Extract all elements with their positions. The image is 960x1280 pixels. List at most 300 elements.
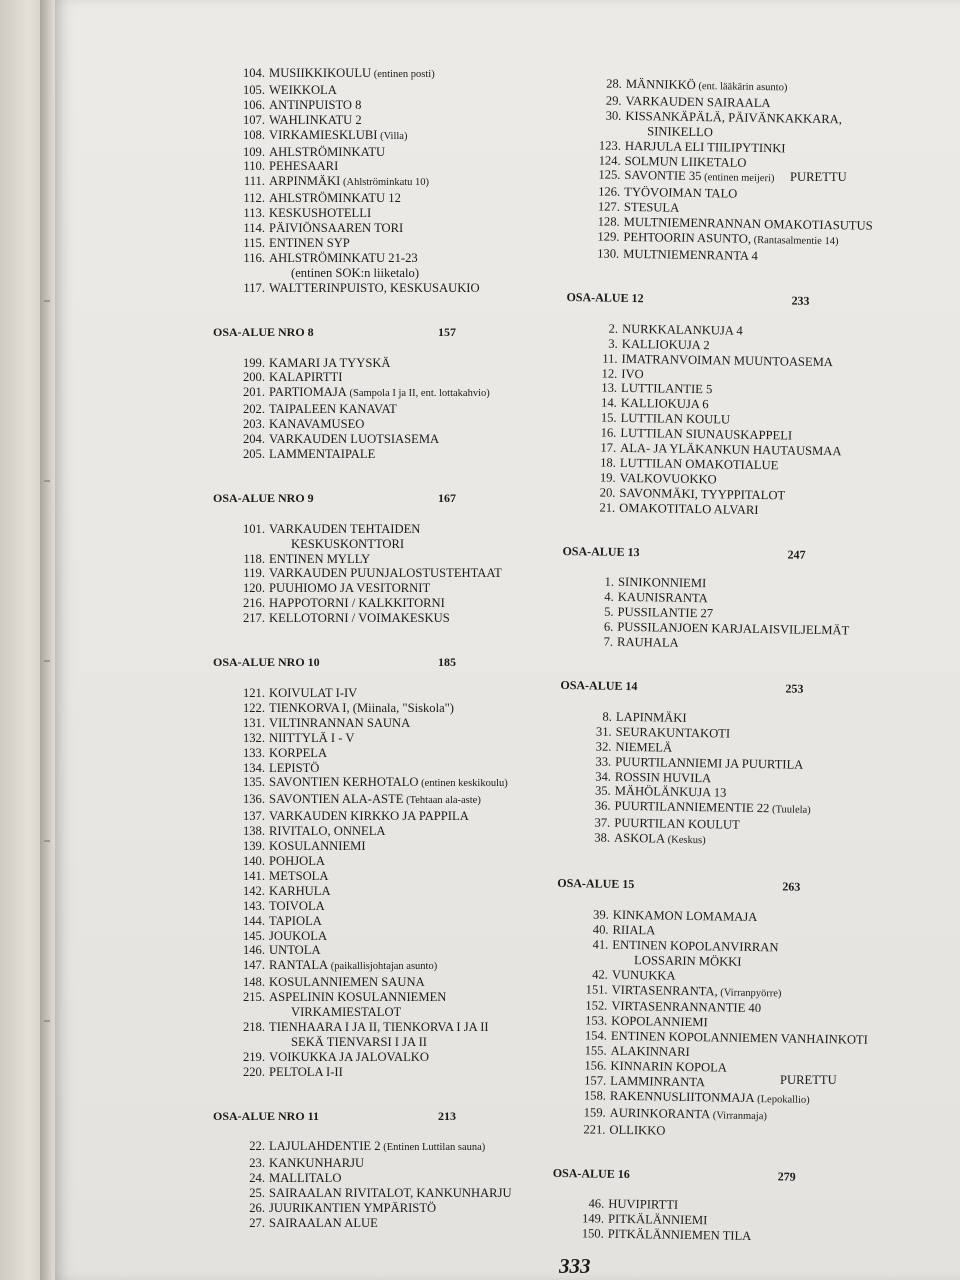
- entry-name: [269, 943, 321, 958]
- entry-name: [269, 206, 371, 221]
- entry-title: MULTNIEMENRANTA 4: [623, 246, 758, 263]
- index-entry: [213, 251, 543, 266]
- entry-title: KISSANKÄPÄLÄ, PÄIVÄNKAKKARA,: [625, 108, 843, 127]
- entry-title: KALAPIRTTI: [269, 370, 343, 385]
- entry-title: SINIKONNIEMI: [617, 575, 707, 591]
- entry-title: VARKAUDEN TEHTAIDEN: [269, 521, 421, 536]
- entry-name: [617, 605, 713, 621]
- entry-name: [269, 990, 446, 1005]
- entry-name: [269, 552, 370, 567]
- entry-number: 152.: [585, 998, 608, 1014]
- entry-number: 41.: [592, 937, 609, 952]
- stitch-mark: [44, 660, 50, 662]
- heading-spacer: [213, 506, 543, 522]
- entry-title: ENTINEN KOPOLANNIEMEN VANHAINKOTI: [610, 1028, 868, 1048]
- entry-number: 129.: [597, 229, 620, 244]
- entry-name: [610, 1074, 705, 1090]
- entry-number: 42.: [592, 967, 609, 982]
- entry-title: VIRTASENRANTA,: [611, 982, 718, 998]
- entry-name: [269, 686, 357, 701]
- index-entry: [213, 854, 543, 869]
- entry-number: 39.: [592, 907, 609, 922]
- entry-title: WEIKKOLA: [269, 82, 337, 97]
- index-entry: [213, 447, 543, 462]
- entry-title: SAIRAALAN ALUE: [269, 1216, 378, 1230]
- entry-name: [614, 831, 706, 849]
- entry-title: VOIKUKKA JA JALOVALKO: [269, 1049, 429, 1064]
- index-entry: [213, 914, 543, 929]
- entry-name: [269, 611, 450, 626]
- entry-title: ASPELININ KOSULANNIEMEN: [269, 990, 447, 1005]
- entry-title: ENTINEN SYP: [269, 235, 350, 250]
- entry-number: 146.: [242, 943, 265, 958]
- entry-number: 140.: [242, 853, 265, 868]
- entry-number: 19.: [599, 470, 616, 485]
- entry-number: 159.: [583, 1105, 606, 1120]
- entry-name: [269, 432, 439, 447]
- entry-name: [269, 899, 325, 914]
- entry-note: (paikallisjohtajan asunto): [328, 961, 438, 973]
- entry-number: 157.: [584, 1073, 607, 1088]
- entry-title: WALTTERINPUISTO, KESKUSAUKIO: [269, 280, 480, 295]
- index-entry: [213, 221, 543, 236]
- index-entry: [213, 1020, 543, 1035]
- entry-name: [615, 769, 711, 785]
- entry-title: NURKKALANKUJA 4: [621, 321, 743, 338]
- section-title: OSA-ALUE NRO 9: [213, 490, 314, 505]
- entry-continuation: SEKÄ TIENVARSI I JA II: [291, 1034, 427, 1049]
- entry-number: 154.: [584, 1028, 608, 1043]
- index-entry: [213, 191, 543, 206]
- entry-number: 124.: [598, 152, 621, 168]
- entry-number: 30.: [605, 108, 622, 123]
- entry-name: [269, 958, 437, 975]
- entry-number: 151.: [585, 981, 608, 997]
- index-entry: [213, 581, 543, 596]
- entry-number: 141.: [242, 868, 265, 883]
- entry-name: [269, 447, 375, 462]
- entry-title: NIEMELÄ: [615, 739, 673, 755]
- entry-title: MUSIIKKIKOULU: [269, 66, 372, 80]
- index-entry: [213, 943, 543, 958]
- section-spacer: [213, 626, 543, 655]
- entry-title: LEPISTÖ: [269, 760, 320, 775]
- entry-number: 108.: [242, 127, 265, 142]
- entry-note: (Lepokallio): [754, 1093, 810, 1106]
- entry-number: 215.: [242, 990, 265, 1005]
- entry-number: 133.: [242, 745, 265, 760]
- entry-name: [269, 731, 354, 746]
- section-heading: [213, 1109, 543, 1124]
- index-entry: [213, 746, 543, 761]
- entry-number: 33.: [595, 754, 612, 769]
- index-entry: [213, 716, 543, 731]
- entry-number: 25.: [249, 1186, 265, 1201]
- entry-note: (Virranpyörre): [717, 986, 782, 999]
- entry-number: 134.: [242, 760, 265, 775]
- entry-name: [269, 824, 386, 839]
- index-entry: [213, 899, 543, 914]
- entry-name: [615, 740, 672, 756]
- index-entry: [213, 113, 543, 128]
- entry-number: 37.: [594, 815, 611, 830]
- index-entry: [213, 809, 543, 824]
- heading-spacer: [213, 1123, 543, 1139]
- section-title: OSA-ALUE 15: [557, 875, 635, 892]
- entry-title: ROSSIN HUVILA: [614, 769, 712, 785]
- entry-name: [621, 411, 731, 428]
- section-title: OSA-ALUE NRO 11: [213, 1108, 320, 1123]
- entry-number: 220.: [242, 1064, 265, 1079]
- entry-continuation: SINIKELLO: [647, 123, 714, 139]
- entry-number: 116.: [243, 250, 265, 265]
- entry-title: SAIRAALAN RIVITALOT, KANKUNHARJU: [269, 1186, 512, 1201]
- entry-name: [269, 281, 480, 296]
- section-spacer: [213, 296, 543, 325]
- section-heading: [213, 325, 543, 340]
- entry-continuation: KESKUSKONTTORI: [291, 536, 405, 551]
- entry-number: 7.: [603, 634, 614, 649]
- section-page-number: 167: [438, 490, 456, 505]
- entry-title: HUVIPIRTTI: [608, 1197, 679, 1213]
- entry-number: 14.: [601, 395, 617, 411]
- entry-number: 139.: [242, 839, 265, 854]
- entry-number: 127.: [597, 199, 621, 215]
- section-page-number: 279: [777, 1168, 796, 1184]
- entry-title: KAUNISRANTA: [617, 590, 708, 606]
- section-title: OSA-ALUE 12: [566, 289, 644, 306]
- index-entry: [213, 1065, 543, 1080]
- entry-name: [269, 385, 490, 402]
- entry-number: 106.: [242, 97, 265, 112]
- entry-number: 118.: [243, 551, 265, 566]
- entry-title: KAMARI JA TYYSKÄ: [269, 355, 391, 370]
- entry-title: VARKAUDEN SAIRAALA: [625, 93, 771, 111]
- entry-number: 155.: [584, 1043, 607, 1058]
- entry-number: 221.: [583, 1121, 606, 1137]
- entry-number: 18.: [600, 455, 617, 470]
- entry-number: 203.: [242, 417, 265, 432]
- entry-title: VIRTASENRANNANTIE 40: [611, 999, 762, 1016]
- entry-title: AHLSTRÖMINKATU: [269, 144, 386, 159]
- section-page-number: 185: [438, 655, 456, 670]
- entry-number: 218.: [242, 1019, 265, 1034]
- index-entry: [213, 884, 543, 899]
- index-entry: [213, 869, 543, 884]
- entry-number: 17.: [600, 440, 617, 455]
- entry-title: LAMMINRANTA: [610, 1073, 706, 1090]
- entry-name: [608, 1197, 678, 1213]
- entry-name: [269, 761, 319, 776]
- entry-number: 142.: [242, 883, 265, 898]
- section-title: OSA-ALUE 14: [560, 677, 638, 694]
- entry-title: KARHULA: [269, 883, 331, 898]
- index-entry: [213, 402, 543, 417]
- entry-name: [612, 967, 676, 983]
- section-heading: [213, 655, 543, 670]
- entry-number: 115.: [243, 235, 265, 250]
- entry-title: MÄNNIKKÖ: [625, 76, 696, 92]
- entry-number: 135.: [242, 775, 265, 790]
- entry-name: [269, 66, 435, 83]
- section-page-number: 263: [782, 879, 801, 894]
- entry-title: OMAKOTITALO ALVARI: [619, 500, 759, 517]
- entry-title: PEHTOORIN ASUNTO,: [623, 229, 752, 246]
- section-page-number: 213: [438, 1108, 456, 1123]
- entry-title: PELTOLA I-II: [269, 1064, 343, 1079]
- index-entry: [213, 975, 543, 990]
- entry-note: (Entinen Luttilan sauna): [380, 1142, 486, 1154]
- entry-name: [269, 1186, 512, 1201]
- entry-title: PUSSILANJOEN KARJALAISVILJELMÄT: [617, 620, 850, 638]
- stitch-mark: [44, 1020, 50, 1022]
- entry-title: LUTTILAN KOULU: [620, 411, 731, 427]
- section-title: OSA-ALUE 16: [552, 1165, 630, 1181]
- entry-title: PITKÄLÄNNIEMI: [607, 1212, 708, 1228]
- entry-title: SAVONTIEN ALA-ASTE: [269, 792, 404, 807]
- entry-number: 148.: [242, 975, 265, 990]
- stitch-mark: [44, 480, 50, 482]
- entry-number: 6.: [603, 619, 614, 634]
- entry-number: 149.: [581, 1211, 605, 1227]
- entry-number: 32.: [595, 739, 612, 754]
- index-entry: [213, 990, 543, 1005]
- entry-title: MULTNIEMENRANNAN OMAKOTIASUTUS: [623, 215, 873, 233]
- entry-number: 21.: [599, 500, 616, 515]
- entry-name: [621, 396, 709, 412]
- entry-number: 114.: [243, 221, 265, 236]
- entry-number: 125.: [598, 167, 621, 183]
- entry-number: 128.: [597, 214, 620, 229]
- entry-name: [269, 1050, 429, 1065]
- index-entry: [213, 552, 543, 567]
- entry-name: [269, 251, 418, 266]
- entry-title: IMATRANVOIMAN MUUNTOASEMA: [621, 351, 834, 369]
- entry-title: TIENHAARA I JA II, TIENKORVA I JA II: [269, 1019, 489, 1034]
- entry-number: 156.: [584, 1058, 607, 1073]
- entry-name: [269, 792, 481, 809]
- entry-title: ALAKINNARI: [610, 1043, 690, 1060]
- entry-title: POHJOLA: [269, 853, 325, 868]
- entry-title: KORPELA: [269, 745, 328, 760]
- entry-name: [621, 366, 644, 381]
- entry-title: ASKOLA: [613, 830, 666, 846]
- entry-name: [624, 200, 680, 216]
- index-entry: [213, 128, 543, 145]
- entry-title: IVO: [621, 366, 644, 381]
- entry-title: ALA- JA YLÄKANKUN HAUTAUSMAA: [620, 440, 842, 459]
- entry-note: (entinen meijeri): [701, 172, 775, 185]
- index-entry: [213, 596, 543, 611]
- index-entry: [213, 775, 543, 792]
- entry-number: 23.: [249, 1156, 265, 1171]
- entry-title: WAHLINKATU 2: [269, 112, 362, 127]
- entry-note: (Tehtaan ala-aste): [403, 795, 481, 807]
- entry-title: LUTTILAN OMAKOTIALUE: [619, 455, 779, 473]
- entry-title: PUURTILANNIEMI JA PUURTILA: [615, 754, 804, 772]
- index-entry: [213, 236, 543, 251]
- entry-title: ENTINEN MYLLY: [269, 551, 371, 566]
- index-entry: [213, 929, 543, 944]
- entry-number: 120.: [242, 581, 265, 596]
- entry-number: 1.: [604, 575, 615, 590]
- entry-title: TYÖVOIMAN TALO: [624, 185, 738, 201]
- entry-name: [621, 381, 713, 397]
- entry-name: [269, 929, 327, 944]
- entry-title: JOUKOLA: [269, 928, 328, 943]
- entry-title: AHLSTRÖMINKATU 12: [269, 191, 401, 206]
- entry-title: TIENKORVA I, (Miinala, "Siskola"): [269, 700, 454, 715]
- index-entry: [213, 98, 543, 113]
- index-entry: [213, 824, 543, 839]
- entry-title: ENTINEN KOPOLANVIRRAN: [612, 937, 779, 955]
- entry-title: AHLSTRÖMINKATU 21-23: [269, 250, 418, 265]
- entry-name: [269, 402, 397, 417]
- entry-title: KANAVAMUSEO: [269, 417, 365, 432]
- entry-title: SOLMUN LIIKETALO: [624, 153, 747, 170]
- entry-number: 29.: [605, 93, 622, 108]
- entry-number: 28.: [606, 76, 622, 91]
- entry-title: TAPIOLA: [269, 913, 322, 928]
- entry-name: [269, 839, 366, 854]
- index-entry: [213, 1186, 543, 1201]
- entry-number: 126.: [598, 184, 621, 200]
- entry-title: SAVONTIEN KERHOTALO: [269, 775, 419, 790]
- entry-name: [611, 1014, 708, 1030]
- index-entry: [213, 66, 543, 83]
- entry-name: [269, 566, 502, 581]
- entry-number: 34.: [595, 769, 612, 784]
- entry-number: 158.: [583, 1088, 607, 1103]
- entry-number: 132.: [242, 730, 265, 745]
- entry-name: [619, 500, 758, 517]
- entry-number: 5.: [604, 604, 614, 620]
- purettu-note: PURETTU: [790, 170, 847, 184]
- entry-title: PÄIVIÖNSAAREN TORI: [269, 221, 404, 236]
- index-entry: [213, 385, 543, 402]
- entry-note: (Rantasalmentie 14): [750, 234, 839, 248]
- entry-name: [269, 869, 328, 884]
- entry-title: HAPPOTORNI / KALKKITORNI: [269, 596, 445, 611]
- entry-title: RAUHALA: [617, 634, 679, 650]
- entry-title: ARPINMÄKI: [269, 174, 341, 189]
- entry-continuation: (entinen SOK:n liiketalo): [291, 265, 420, 280]
- entry-name: [269, 522, 420, 537]
- entry-title: SAVONTIE 35: [624, 168, 702, 184]
- entry-name: [269, 1156, 364, 1171]
- entry-name: [269, 716, 410, 731]
- entry-number: 201.: [242, 385, 265, 400]
- entry-title: PITKÄLÄNNIEMEN TILA: [607, 1227, 752, 1244]
- stitch-mark: [44, 840, 50, 842]
- entry-name: [269, 113, 362, 128]
- entry-name: [623, 247, 758, 264]
- entry-title: TOIVOLA: [269, 898, 325, 913]
- entry-name: [269, 746, 327, 761]
- entry-number: 109.: [242, 144, 265, 159]
- entry-title: UNTOLA: [269, 943, 321, 958]
- entry-title: METSOLA: [269, 868, 329, 883]
- index-entry: [213, 792, 543, 809]
- heading-spacer: [213, 670, 543, 686]
- index-entry: [213, 83, 543, 98]
- entry-name: [269, 191, 401, 206]
- entry-number: 121.: [242, 686, 265, 700]
- entry-number: 145.: [242, 928, 265, 943]
- entry-title: NIITTYLÄ I - V: [269, 730, 355, 745]
- entry-number: 150.: [581, 1226, 604, 1241]
- entry-number: 22.: [249, 1139, 265, 1154]
- entry-title: KESKUSHOTELLI: [269, 206, 372, 221]
- index-entry: [213, 731, 543, 746]
- entry-number: 46.: [588, 1196, 605, 1212]
- entry-title: OLLIKKO: [609, 1122, 666, 1138]
- index-entry: [213, 1139, 543, 1156]
- index-entry: [213, 206, 543, 221]
- index-entry: [213, 839, 543, 854]
- entry-title: VUNUKKA: [611, 967, 676, 983]
- entry-title: PEHESAARI: [269, 159, 339, 174]
- entry-title: MALLITALO: [269, 1171, 342, 1186]
- section-spacer: [213, 462, 543, 491]
- entry-name: [269, 145, 385, 160]
- entry-title: VALKOVUOKKO: [619, 470, 717, 487]
- entry-number: 199.: [242, 355, 265, 370]
- entry-title: RIVITALO, ONNELA: [269, 824, 386, 839]
- entry-number: 122.: [242, 700, 265, 715]
- entry-number: 104.: [242, 66, 265, 80]
- right-column: [552, 76, 900, 1244]
- entry-title: KANKUNHARJU: [269, 1156, 365, 1171]
- entry-name: [608, 1212, 708, 1228]
- index-entry: [213, 761, 543, 776]
- entry-note: (Keskus): [664, 834, 706, 847]
- entry-number: 16.: [600, 425, 617, 440]
- index-entry: [213, 958, 543, 975]
- entry-title: KINKAMON LOMAMAJA: [612, 907, 758, 925]
- entry-title: KALLIOKUJA 6: [620, 396, 709, 412]
- entry-name: [620, 471, 717, 487]
- entry-number: 12.: [601, 366, 618, 381]
- entry-name: [269, 809, 469, 824]
- entry-number: 143.: [242, 898, 265, 913]
- entry-title: SAVONMÄKI, TYYPPITALOT: [619, 485, 786, 503]
- entry-name: [269, 417, 364, 432]
- entry-name: [269, 1065, 343, 1080]
- page-number: 333: [559, 1254, 591, 1278]
- entry-number: 15.: [600, 410, 617, 425]
- section-page-number: 233: [791, 293, 810, 308]
- entry-number: 27.: [249, 1216, 265, 1230]
- entry-title: PUUHIOMO JA VESITORNIT: [269, 581, 431, 596]
- entry-note: (Sampola I ja II, ent. lottakahvio): [346, 388, 490, 400]
- section-page-number: 157: [438, 324, 456, 339]
- entry-continuation: LOSSARIN MÖKKI: [634, 952, 742, 969]
- entry-number: 123.: [598, 138, 622, 153]
- entry-note: (Tuulela): [769, 804, 811, 817]
- entry-number: 38.: [594, 830, 611, 845]
- entry-number: 131.: [242, 715, 265, 730]
- entry-title: KELLOTORNI / VOIMAKESKUS: [269, 611, 450, 626]
- entry-title: LUTTILANTIE 5: [620, 381, 713, 397]
- entry-title: PUURTILANNIEMENTIE 22: [614, 799, 770, 816]
- index-entry: [213, 566, 543, 581]
- section-title: OSA-ALUE NRO 10: [213, 655, 320, 670]
- entry-name: [269, 221, 403, 236]
- section-page-number: 253: [785, 681, 804, 696]
- entry-name: [269, 884, 331, 899]
- entry-number: 8.: [602, 709, 613, 724]
